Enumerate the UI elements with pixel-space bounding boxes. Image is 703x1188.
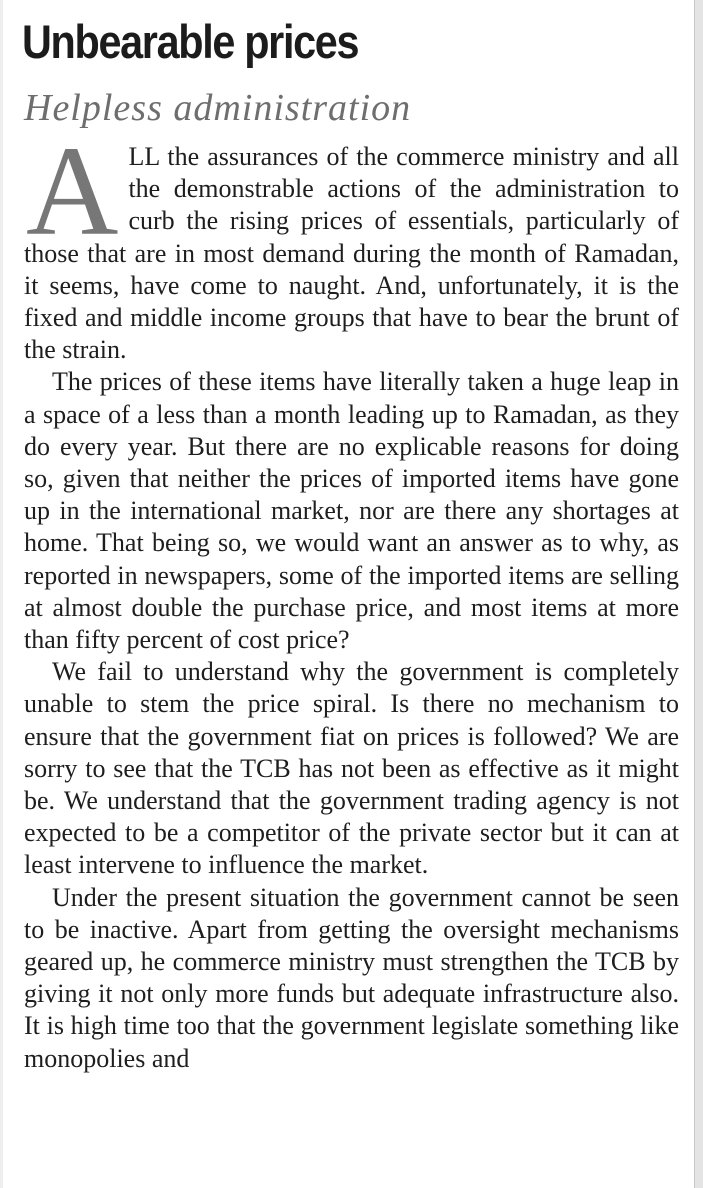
subheadline: Helpless administration <box>24 87 412 129</box>
paragraph-1-text: LL the assurances of the commerce ministry and all the demonstrable actions of the administration to curb the rising prices of essentials, particularly of those that are in most demand during the month of Ramadan, it seems, have come to naught. And, unfortunately, it is the fixed and middle income groups that have to bear the brunt of the strain. <box>24 142 679 365</box>
page-left-edge <box>0 0 3 1188</box>
article-body <box>24 120 679 1075</box>
page-right-edge <box>694 0 703 1188</box>
headline: Unbearable prices <box>22 15 359 68</box>
paragraph-4: Under the present situation the government cannot be seen to be inactive. Apart from getting the oversight mechanisms geared up, he commerce ministry must strengthen the TCB by giving it not only more funds but adequate infrastructure also. It is high time too that the government legislate something like monopolies and <box>24 882 679 1073</box>
paragraph-2: The prices of these items have literally taken a huge leap in a space of a less than a month leading up to Ramadan, as they do every year. But there are no explicable reasons for doing so, given that neither the prices of imported items have gone up in the international market, nor are there any shortages at home. That being so, we would want an answer as to why, as reported in newspapers, some of the imported items are selling at almost double the purchase price, and most items at more than fifty percent of cost price? <box>24 367 679 655</box>
paragraph-3: We fail to understand why the government is completely unable to stem the price spiral. Is there no mechanism to ensure that the government fiat on prices is followed? We are sorry to see that the TCB has not been as effective as it might be. We understand that the government trading agency is not expected to be a competitor of the private sector but it can at least intervene to influence the market. <box>24 657 679 880</box>
paragraph-1 <box>24 120 679 366</box>
drop-cap: A <box>26 120 119 262</box>
